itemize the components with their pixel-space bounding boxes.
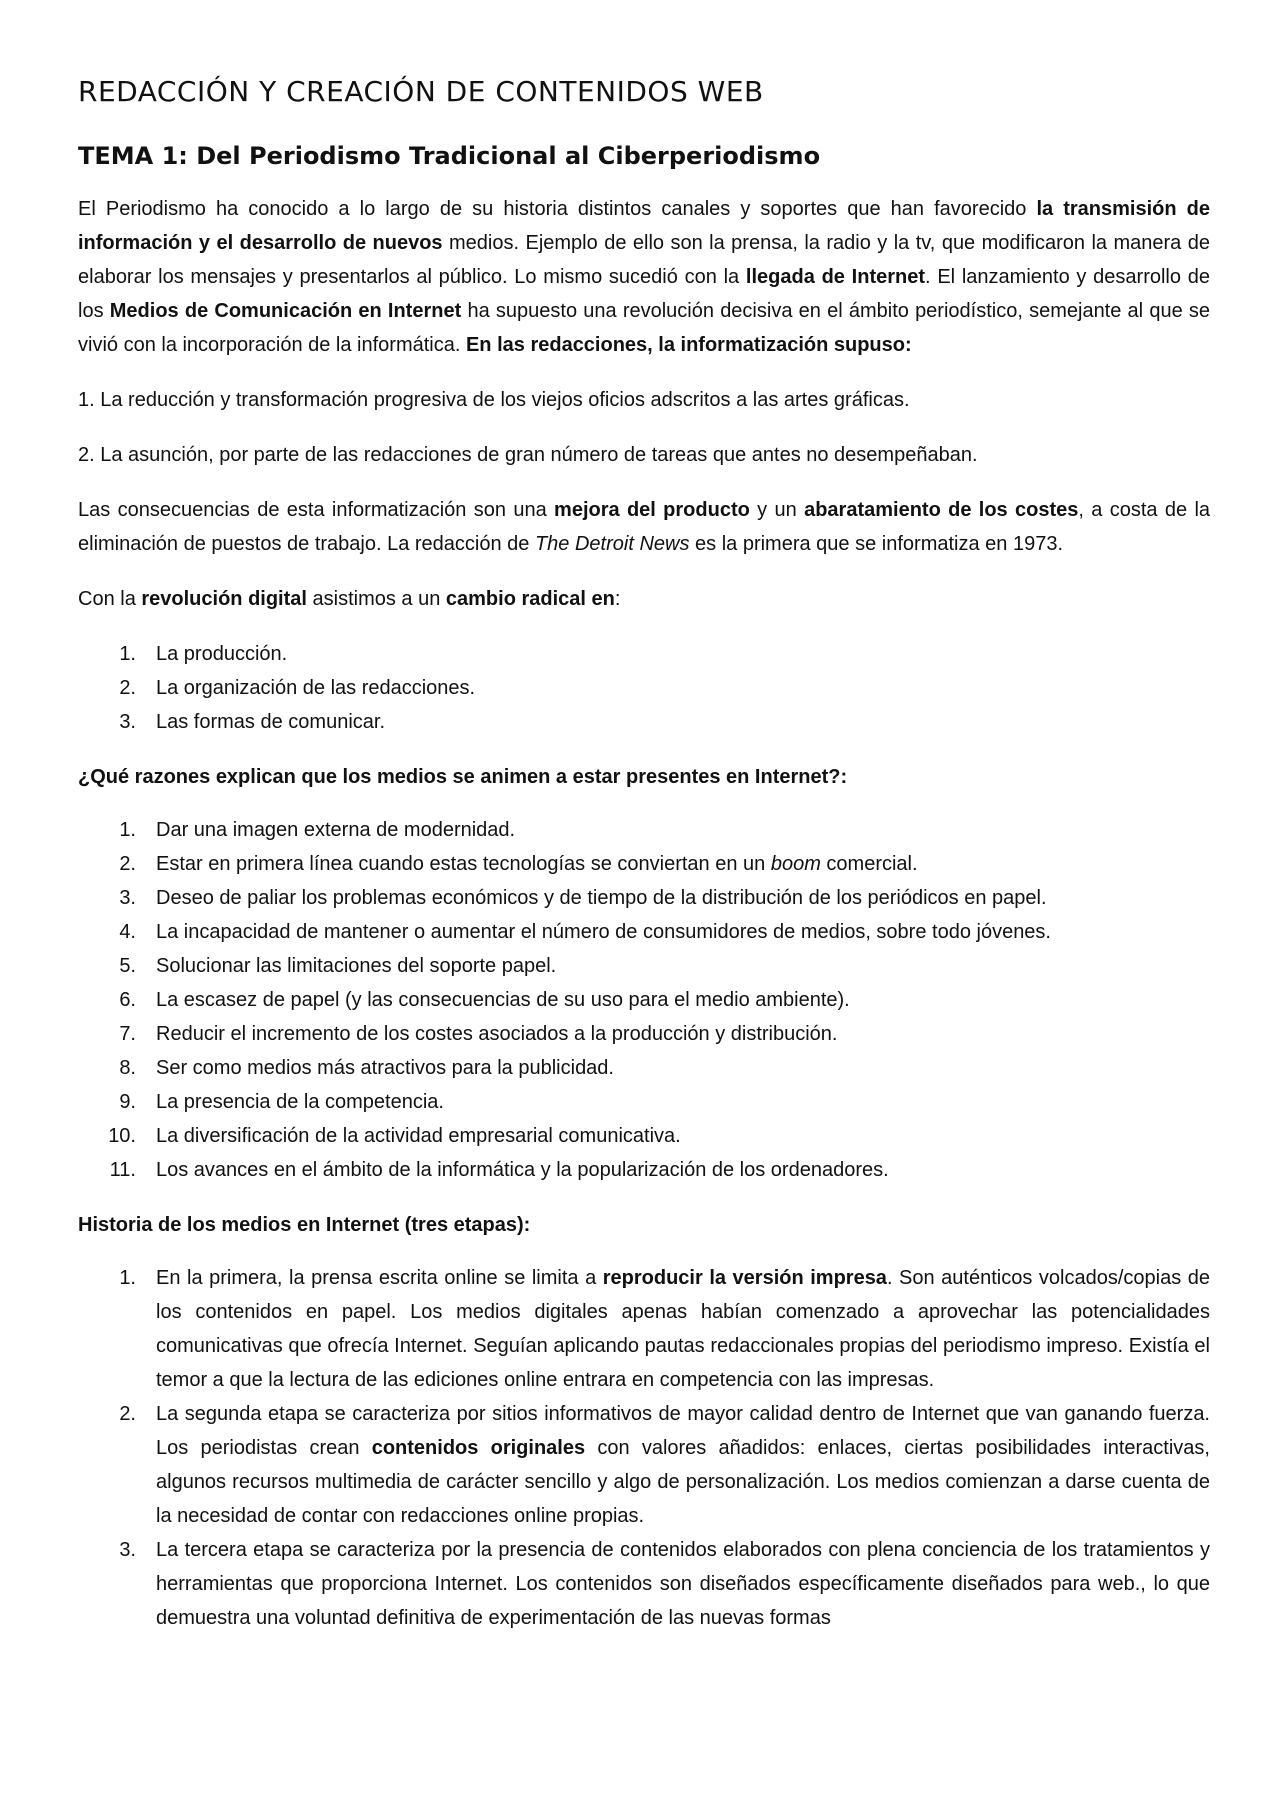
list-item: 2. La segunda etapa se caracteriza por sitios informativos de mayor calidad dentro de Internet que van ganando fuerza. Los periodistas crean contenidos originales con valores añadidos: enlaces, ciertas posibilidades interactivas, algunos recursos multimedia de carácter sencillo y algo de personalización. Los medios comienzan a darse cuenta de la necesidad de contar con redacciones online propias. [119,1403,1210,1527]
document-subtitle: TEMA 1: Del Periodismo Tradicional al Ciberperiodismo [78,142,821,170]
list-item: 1. La producción. [119,643,288,665]
history-heading: Historia de los medios en Internet (tres etapas): [78,1214,531,1236]
reasons-heading: ¿Qué razones explican que los medios se animen a estar presentes en Internet?: [78,766,848,788]
list-item: 9. La presencia de la competencia. [119,1091,444,1113]
list-item: 4. La incapacidad de mantener o aumentar el número de consumidores de medios, sobre todo jóvenes. [119,921,1051,943]
list-item: 2. Estar en primera línea cuando estas tecnologías se conviertan en un boom comercial. [119,853,918,875]
list-item: 2. La organización de las redacciones. [119,677,476,699]
list-item: 8. Ser como medios más atractivos para la publicidad. [119,1057,614,1079]
point-2-paragraph: 2. La asunción, por parte de las redacciones de gran número de tareas que antes no desempeñaban. [78,444,978,466]
consequences-paragraph: Las consecuencias de esta informatización son una mejora del producto y un abaratamiento de los costes, a costa de la eliminación de puestos de trabajo. La redacción de The Detroit News es la primera que se informatiza en 1973. [78,499,1211,555]
list-item: 5. Solucionar las limitaciones del soporte papel. [119,955,557,977]
document-page [78,72,1210,1656]
reasons-list [78,813,1210,1187]
point-1-paragraph: 1. La reducción y transformación progresiva de los viejos oficios adscritos a las artes gráficas. [78,389,910,411]
digital-revolution-paragraph: Con la revolución digital asistimos a un cambio radical en: [78,588,621,610]
changes-list [78,637,1210,739]
list-item: 6. La escasez de papel (y las consecuencias de su uso para el medio ambiente). [119,989,850,1011]
list-item: 3. La tercera etapa se caracteriza por la presencia de contenidos elaborados con plena conciencia de los tratamientos y herramientas que proporciona Internet. Los contenidos son diseñados específicamente diseñados para web., lo que demuestra una voluntad definitiva de experimentación de las nuevas formas [119,1539,1210,1629]
stages-list [78,1261,1210,1635]
list-item: 11. Los avances en el ámbito de la informática y la popularización de los ordenadores. [109,1159,889,1181]
document-title: REDACCIÓN Y CREACIÓN DE CONTENIDOS WEB [78,75,764,108]
list-item: 7. Reducir el incremento de los costes asociados a la producción y distribución. [119,1023,838,1045]
list-item: 10. La diversificación de la actividad empresarial comunicativa. [108,1125,681,1147]
list-item: 3. Las formas de comunicar. [119,711,385,733]
list-item: 1. Dar una imagen externa de modernidad. [119,819,516,841]
intro-paragraph: El Periodismo ha conocido a lo largo de su historia distintos canales y soportes que han favorecido la transmisión de información y el desarrollo de nuevos medios. Ejemplo de ello son la prensa, la radio y la tv, que modificaron la manera de elaborar los mensajes y presentarlos al público. Lo mismo sucedió con la llegada de Internet. El lanzamiento y desarrollo de los Medios de Comunicación en Internet ha supuesto una revolución decisiva en el ámbito periodístico, semejante al que se vivió con la incorporación de la informática. En las redacciones, la informatización supuso: [78,198,1211,356]
list-item: 3. Deseo de paliar los problemas económicos y de tiempo de la distribución de los periódicos en papel. [119,887,1047,909]
list-item: 1. En la primera, la prensa escrita online se limita a reproducir la versión impresa. Son auténticos volcados/copias de los contenidos en papel. Los medios digitales apenas habían comenzado a aprovechar las potencialidades comunicativas que ofrecía Internet. Seguían aplicando pautas redaccionales propias del periodismo impreso. Existía el temor a que la lectura de las ediciones online entrara en competencia con las impresas. [119,1267,1210,1391]
